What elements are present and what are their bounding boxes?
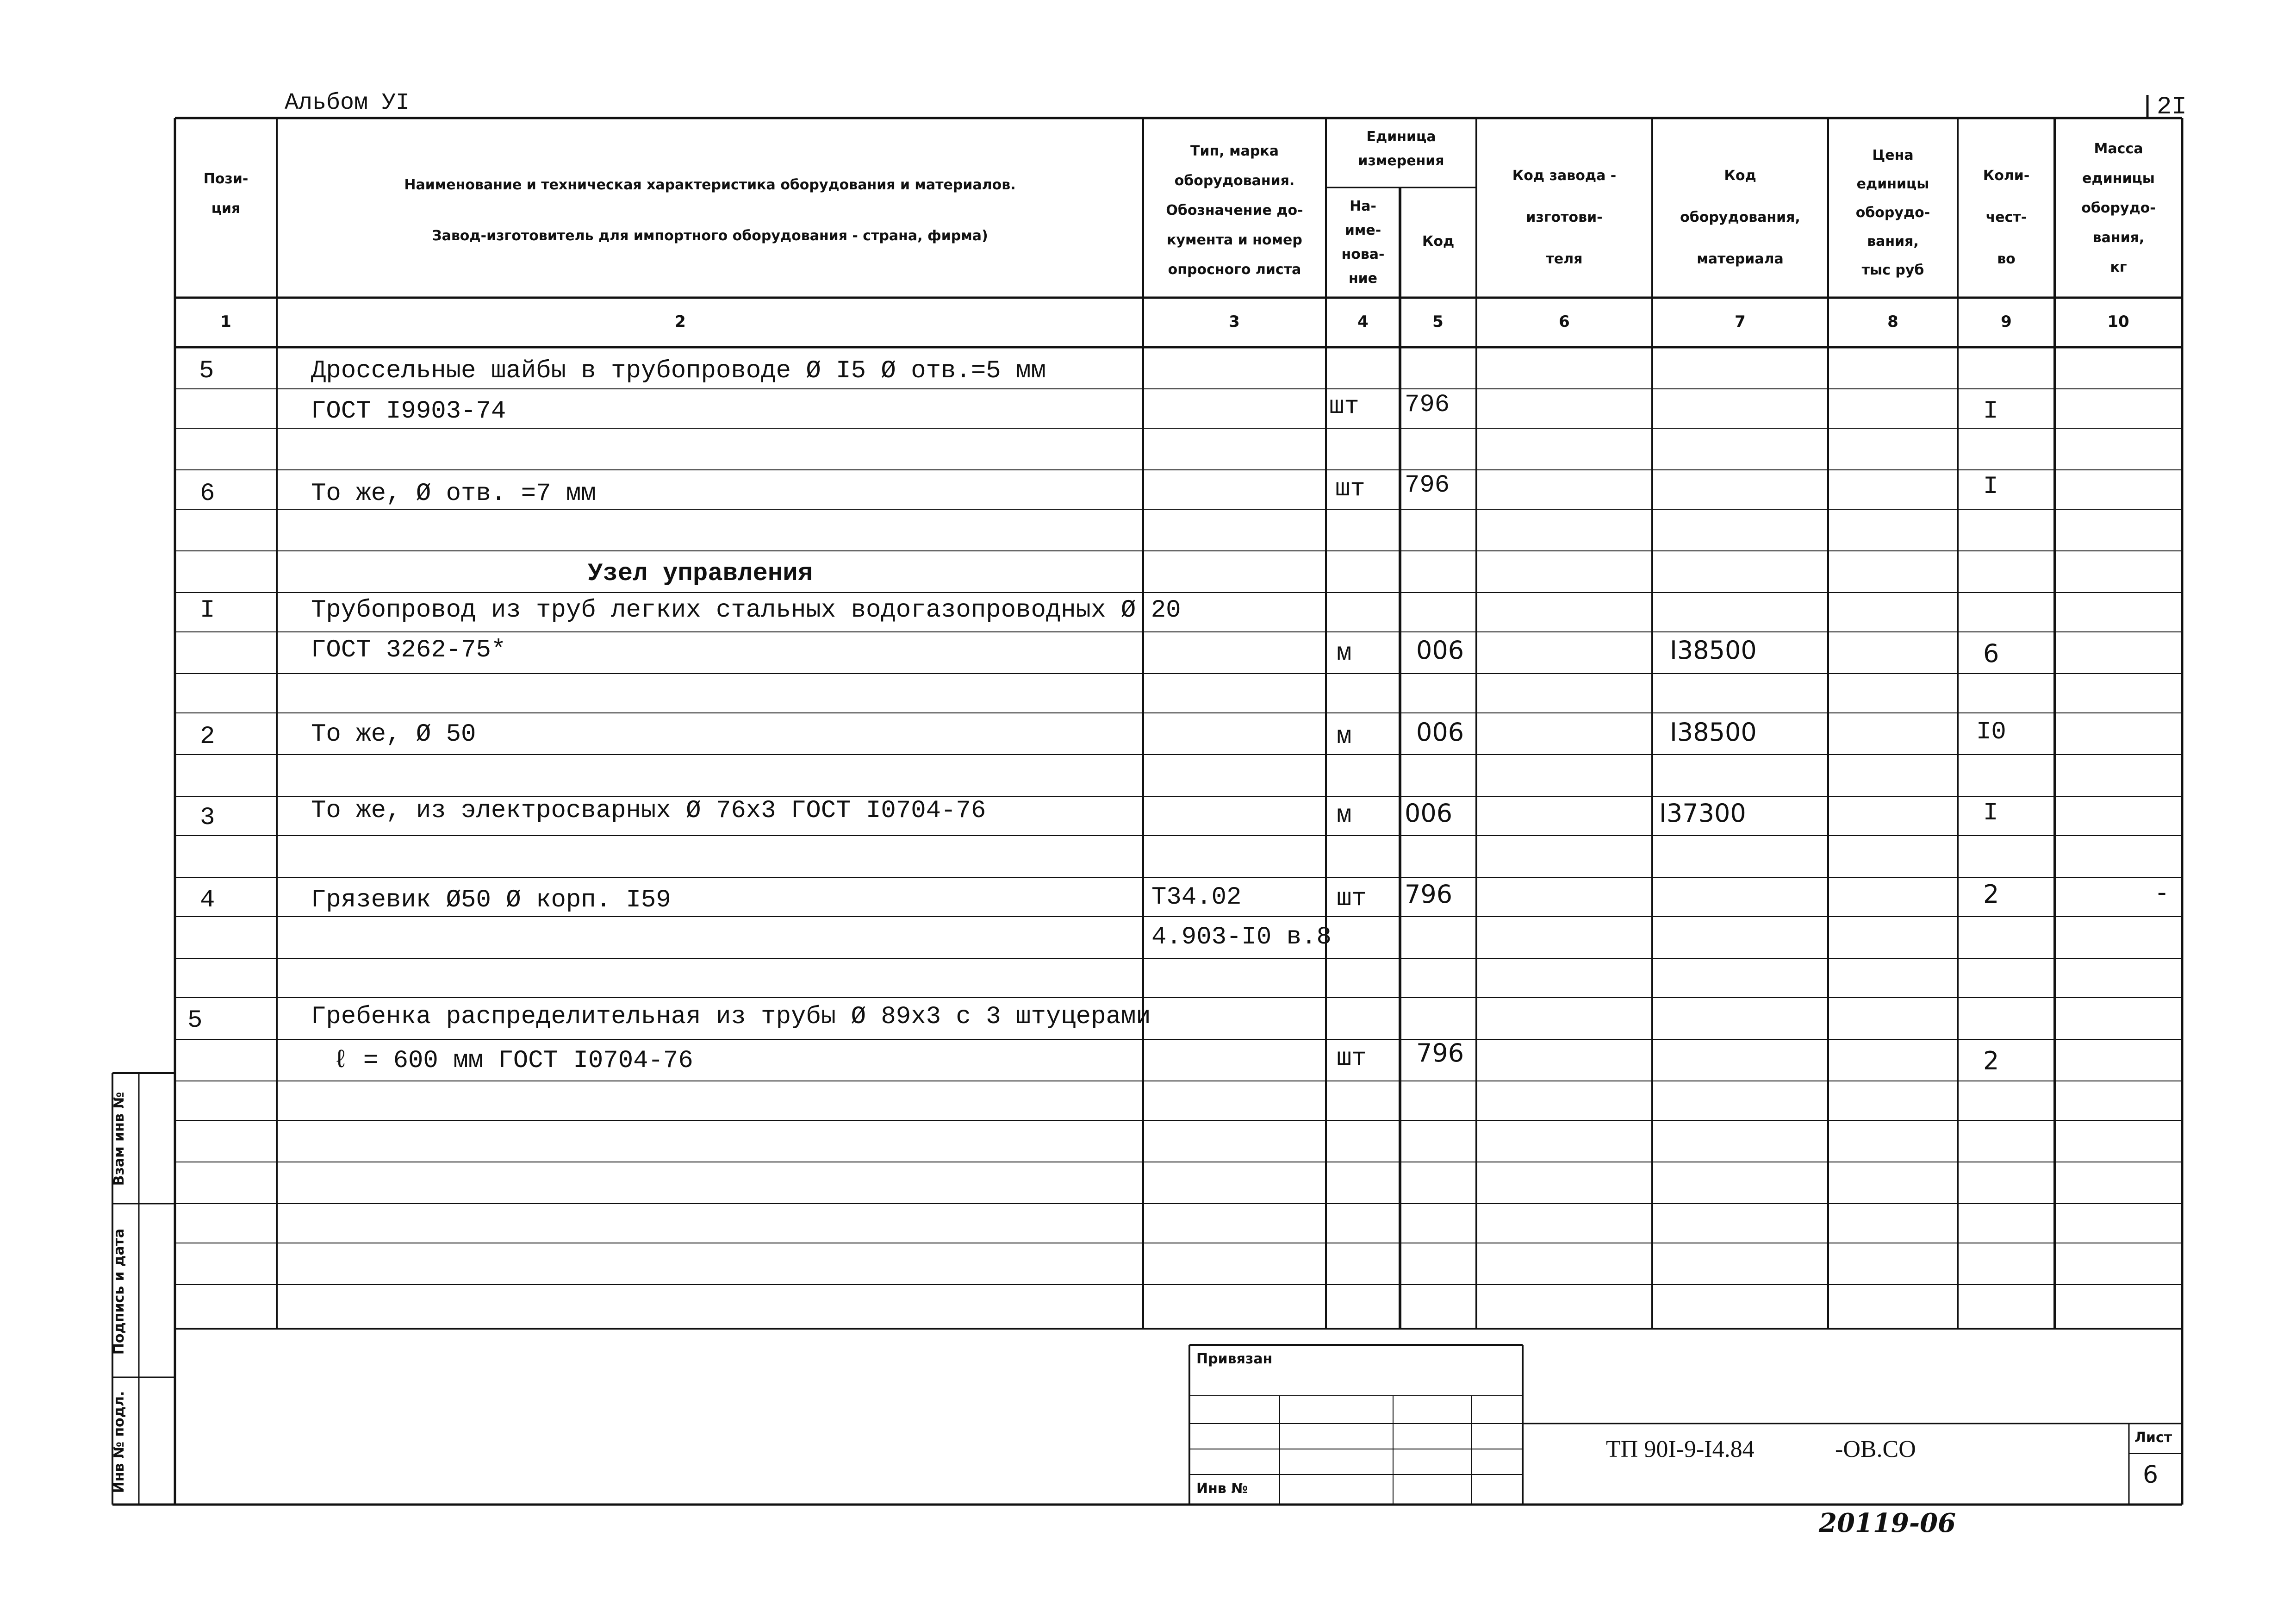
row-material-code: I37300 [1659, 799, 1746, 828]
header-price: Цена единицы оборудо- вания, тыс руб [1855, 147, 1930, 278]
row-position: 5 [199, 357, 214, 385]
row-document: Т34.02 [1151, 883, 1242, 912]
row-quantity: I0 [1976, 718, 2006, 746]
row-unit: шт [1329, 393, 1359, 421]
header-quantity: Коли- чест- во [1983, 168, 2030, 267]
header-unit-code: Код [1422, 233, 1455, 250]
stamp-inv-original: Инв № подл. [111, 1391, 127, 1493]
row-unit-code: 796 [1405, 391, 1450, 419]
row-position: 5 [187, 1006, 203, 1035]
sheet-label: Лист [2134, 1430, 2172, 1446]
row-name: То же, Ø отв. =7 мм [311, 480, 596, 508]
column-number: 9 [2001, 312, 2012, 331]
column-number: 4 [1357, 312, 1369, 331]
document-designation: ТП 90I-9-I4.84 [1606, 1436, 1755, 1462]
row-unit-code: 796 [1405, 880, 1453, 909]
row-position: 2 [200, 723, 215, 751]
row-name: ГОСТ 3262-75* [311, 636, 506, 664]
archive-number: 20119-06 [1819, 1508, 1956, 1538]
row-position: I [200, 596, 215, 625]
sheet-number: 6 [2143, 1461, 2159, 1489]
row-name: ГОСТ I9903-74 [311, 397, 506, 425]
header-position: Пози- ция [203, 171, 249, 217]
header-material-code: Код оборудования, материала [1680, 168, 1800, 267]
column-number: 3 [1229, 312, 1240, 331]
row-quantity: I [1983, 473, 1998, 501]
row-name: То же, Ø 50 [311, 720, 476, 749]
row-mass: - [2154, 880, 2170, 908]
row-unit: м [1337, 723, 1352, 751]
header-maker-code: Код завода - изготови- теля [1512, 168, 1617, 267]
row-quantity: 6 [1983, 639, 1999, 668]
header-unit: Единица измерения [1358, 129, 1444, 169]
row-quantity: 2 [1983, 1046, 1999, 1075]
row-material-code: I38500 [1670, 636, 1757, 665]
column-number: 5 [1432, 312, 1444, 331]
inv-no-label: Инв № [1196, 1480, 1248, 1497]
row-name: Гребенка распределительная из трубы Ø 89x3 с 3 штуцерами [311, 1003, 1151, 1031]
header-type: Тип, марка оборудования. Обозначение до- кумента и номер опросного листа [1166, 143, 1303, 278]
attached-label: Привязан [1196, 1351, 1273, 1367]
row-position: 3 [200, 804, 215, 832]
row-unit: шт [1337, 885, 1367, 913]
header-mass: Масса единицы оборудо- вания, кг [2081, 141, 2156, 275]
column-number: 2 [675, 312, 686, 331]
column-number: 8 [1887, 312, 1898, 331]
document-suffix: -ОВ.СО [1835, 1436, 1916, 1462]
column-number: 7 [1735, 312, 1746, 331]
row-position: 4 [200, 886, 215, 914]
header-name: Наименование и техническая характеристика оборудования и материалов. Завод-изготовитель для импортного оборудования - страна, фирма) [404, 177, 1016, 244]
row-document: 4.903-I0 в.8 [1151, 923, 1332, 951]
row-unit-code: 006 [1416, 636, 1464, 665]
row-quantity: 2 [1983, 880, 1999, 909]
header-unit-name: На- име- нова- ние [1341, 198, 1385, 287]
stamp-replace-inv: Взам инв № [111, 1092, 127, 1186]
row-unit: м [1337, 801, 1352, 830]
column-number: 1 [220, 312, 231, 331]
page-number: 2I [2157, 93, 2187, 121]
row-name: Трубопровод из труб легких стальных водогазопроводных Ø 20 [311, 596, 1181, 625]
row-unit: шт [1337, 1044, 1367, 1073]
row-material-code: I38500 [1670, 718, 1757, 747]
column-number: 10 [2107, 312, 2129, 331]
row-name: Грязевик Ø50 Ø корп. I59 [311, 886, 671, 914]
row-position: 6 [200, 480, 215, 508]
row-name: ℓ = 600 мм ГОСТ I0704-76 [333, 1047, 693, 1075]
row-quantity: I [1983, 397, 1998, 425]
row-unit-code: 006 [1405, 799, 1453, 828]
section-title: Узел управления [588, 560, 813, 588]
row-unit-code: 006 [1416, 718, 1464, 747]
album-label: Альбом УI [285, 90, 410, 116]
row-name: Дроссельные шайбы в трубопроводе Ø I5 Ø отв.=5 мм [311, 357, 1046, 385]
row-unit: шт [1335, 475, 1365, 503]
column-number: 6 [1559, 312, 1570, 331]
row-unit: м [1337, 639, 1352, 668]
row-unit-code: 796 [1416, 1038, 1464, 1068]
stamp-signature-date: Подпись и дата [111, 1228, 127, 1355]
row-unit-code: 796 [1405, 471, 1450, 500]
row-name: То же, из электросварных Ø 76x3 ГОСТ I0704-76 [311, 797, 986, 825]
row-quantity: I [1983, 799, 1998, 827]
